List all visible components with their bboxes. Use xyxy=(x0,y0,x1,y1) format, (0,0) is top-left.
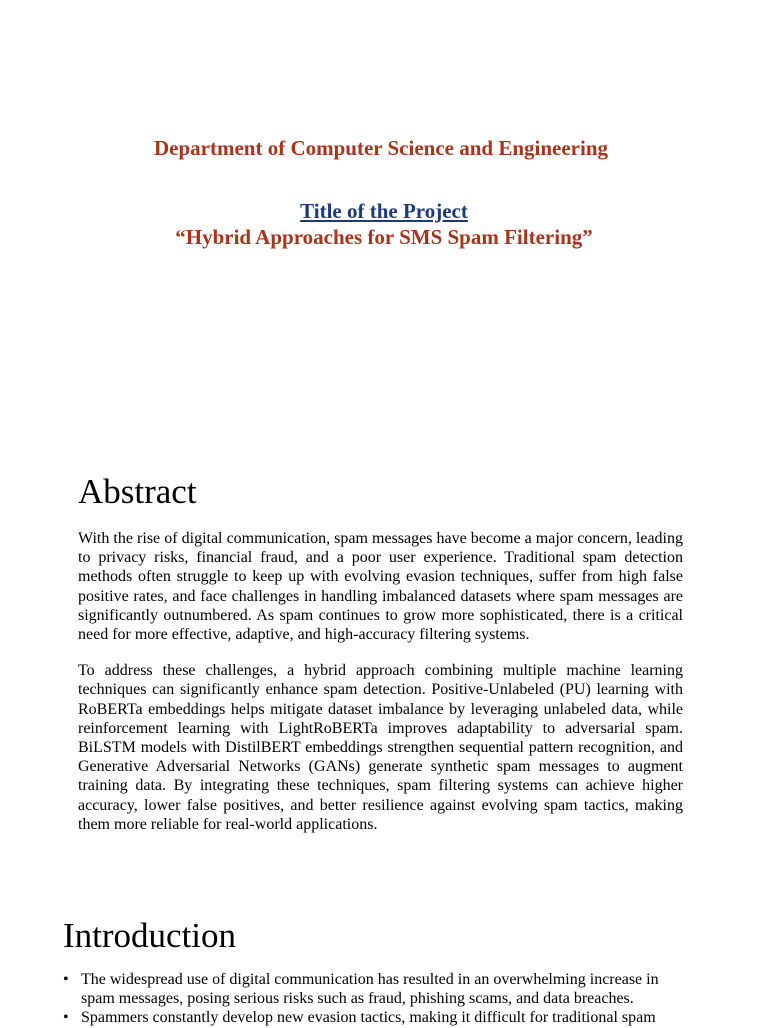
bullet-icon: • xyxy=(63,1009,69,1027)
list-item xyxy=(63,970,673,1008)
abstract-paragraph-1: With the rise of digital communication, spam messages have become a major concern, leading to privacy risks, financial fraud, and a poor user experience. Traditional spam detection methods often struggle to keep up with evolving evasion techniques, suffer from high false positive rates, and face challenges in handling imbalanced datasets where spam messages are significantly outnumbered. As spam continues to grow more sophisticated, there is a critical need for more effective, adaptive, and high-accuracy filtering systems. xyxy=(78,530,683,644)
list-item-text: Spammers constantly develop new evasion tactics, making it difficult for traditional spam xyxy=(81,1009,656,1027)
introduction-heading: Introduction xyxy=(63,916,237,955)
department-name: Department of Computer Science and Engineering xyxy=(154,136,608,160)
abstract-body xyxy=(78,529,683,851)
abstract-paragraph-2: To address these challenges, a hybrid approach combining multiple machine learning techniques can significantly enhance spam detection. Positive-Unlabeled (PU) learning with RoBERTa embeddings helps mitigate dataset imbalance by leveraging unlabeled data, while reinforcement learning with LightRoBERTa improves adaptability to adversarial spam. BiLSTM models with DistilBERT embeddings strengthen sequential pattern recognition, and Generative Adversarial Networks (GANs) generate synthetic spam messages to augment training data. By integrating these techniques, spam filtering systems can achieve higher accuracy, lower false positives, and better resilience against evolving spam tactics, making them more reliable for real-world applications. xyxy=(78,662,683,833)
abstract-heading: Abstract xyxy=(78,472,197,511)
list-item-text: The widespread use of digital communication has resulted in an overwhelming increase in spam messages, posing serious risks such as fraud, phishing scams, and data breaches. xyxy=(81,971,659,1008)
list-item xyxy=(63,1008,673,1027)
bullet-icon: • xyxy=(63,971,69,988)
project-title: “Hybrid Approaches for SMS Spam Filtering” xyxy=(175,225,593,249)
introduction-list xyxy=(63,970,673,1028)
project-title-label: Title of the Project xyxy=(300,199,468,223)
